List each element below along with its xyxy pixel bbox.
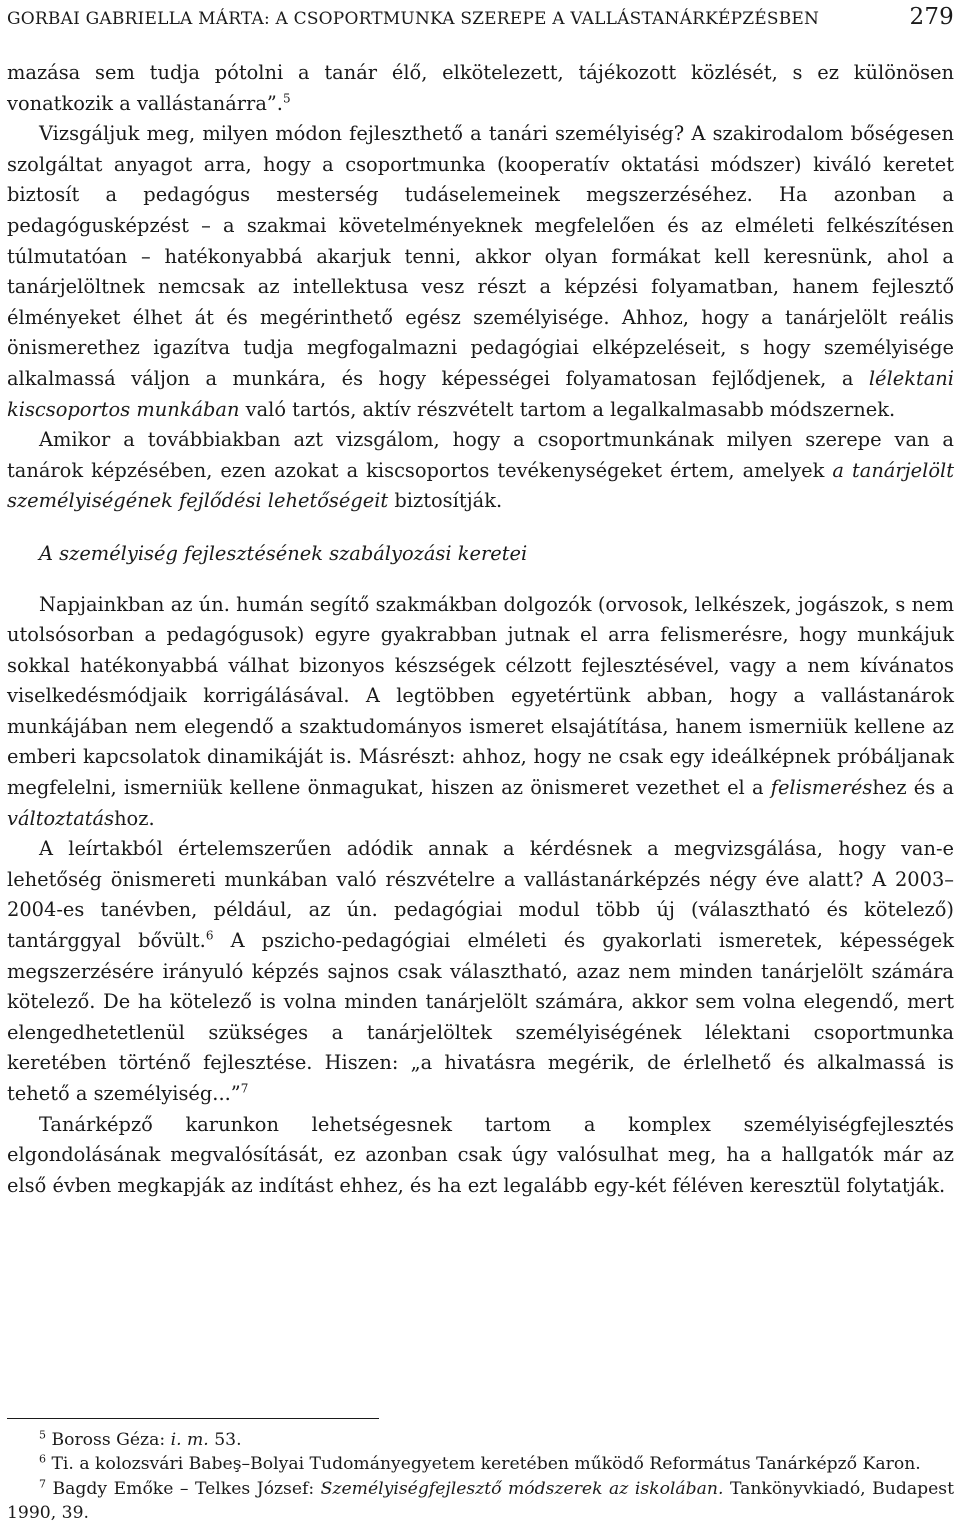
footnote-ref-5: 5 xyxy=(282,91,291,106)
footnotes xyxy=(7,1428,954,1526)
paragraph-text: biztosítják. xyxy=(388,489,503,513)
emphasis: felismerés xyxy=(770,776,873,800)
page-number: 279 xyxy=(909,4,954,30)
paragraph-text: hoz. xyxy=(114,806,155,830)
footnote-ref-7: 7 xyxy=(240,1081,249,1096)
running-header xyxy=(7,4,954,30)
footnote-number: 7 xyxy=(39,1477,46,1491)
emphasis: a tanárjelölt személyiségének fejlődési lehetőségeit xyxy=(7,458,954,513)
footnote-text: Bagdy Emőke – Telkes József: xyxy=(46,1478,321,1499)
paragraph-text: A leírtakból értelemszerűen adódik annak a kérdésnek a megvizsgálása, hogy van-e lehetőség önismereti munkában való részvételre a vallástanárképzés négy éve alatt? A 2003–2004-es tanévben, például, az ún. pedagógiai modul több új (választható és kötelező) tantárggyal bővült. xyxy=(7,837,954,953)
paragraph-continuation xyxy=(7,58,954,119)
emphasis: változtatás xyxy=(7,806,115,830)
footnote-divider xyxy=(7,1418,379,1419)
paragraph xyxy=(7,425,954,517)
emphasis: lélektani kiscsoportos munkában xyxy=(7,366,954,421)
footnote-ref-6: 6 xyxy=(205,928,214,943)
paragraph-text: mazása sem tudja pótolni a tanár élő, elkötelezett, tájékozott közlését, s ez különösen vonatkozik a vallástanárra”. xyxy=(7,61,954,115)
paragraph xyxy=(7,119,954,425)
paragraph-text: való tartós, aktív részvételt tartom a legalkalmasabb módszernek. xyxy=(239,397,896,421)
footnote-number: 5 xyxy=(39,1428,46,1442)
paragraph xyxy=(7,590,954,835)
section-heading: A személyiség fejlesztésének szabályozási keretei xyxy=(39,541,528,565)
paragraph-text: Amikor a továbbiakban azt vizsgálom, hogy a csoportmunkának milyen szerepe van a tanárok képzésében, ezen azokat a kiscsoportos tevékenységeket értem, amelyek xyxy=(7,428,954,482)
paragraph: Tanárképző karunkon lehetségesnek tartom a komplex személyiségfejlesztés elgondolásának megvalósítását, ez azonban csak úgy valósulhat meg, ha a hallgatók már az első évben megkapják az indítást ehhez, és ha ezt legalább egy-két féléven keresztül folytatják. xyxy=(7,1112,954,1197)
footnote-text: Tankönyvkiadó, Budapest 1990, 39. xyxy=(7,1478,954,1524)
footnote-number: 6 xyxy=(39,1452,46,1466)
footnote xyxy=(7,1477,954,1526)
emphasis: Személyiségfejlesztő módszerek az iskolában. xyxy=(320,1478,724,1499)
paragraph-text: A pszicho-pedagógiai elméleti és gyakorlati ismeretek, képességek megszerzésére irányuló képzés sajnos csak választható, azaz nem minden tanárjelölt számára kötelező. De ha kötelező is volna minden tanárjelölt számára, akkor sem volna elegendő, mert elengedhetetlenül szükséges a tanárjelöltek személyiségének lélektani csoportmunka keretében történő fejlesztése. Hiszen: „a hivatásra megérik, de érlelhető és alkalmassá is tehető a személyiség...” xyxy=(7,929,954,1105)
paragraph-text: Vizsgáljuk meg, milyen módon fejleszthető a tanári személyiség? A szakirodalom bőségesen szolgáltat anyagot arra, hogy a csoportmunka (kooperatív oktatási módszer) kiváló keretet biztosít a pedagógus mesterség tudáselemeinek megszerzéséhez. Ha azonban a pedagógusképzést – a szakmai követelményeknek megfelelően és az elméleti felkészítésen túlmutatóan – hatékonyabbá akarjuk tenni, akkor olyan formákat kell keresnünk, ahol a tanárjelöltnek nemcsak az intellektusa vesz részt a képzési folyamatban, hanem fejlesztő élményeket élhet át és megérinthető egész személyisége. Ahhoz, hogy a tanárjelölt reális önismerethez igazítva tudja megfogalmazni pedagógiai elképzeléseit, s hogy személyisége alkalmassá váljon a munkára, és hogy képességei folyamatosan fejlődjenek, a xyxy=(7,122,954,390)
footnote-text: 53. xyxy=(208,1430,242,1450)
footnote-text: Boross Géza: xyxy=(46,1430,171,1450)
paragraph-text: Napjainkban az ún. humán segítő szakmákban dolgozók (orvosok, lelkészek, jogászok, s nem utolsósorban a pedagógusok) egyre gyakrabban jutnak el arra felismerésre, hogy munkájuk sokkal hatékonyabbá válhat bizonyos készségek célzott fejlesztésével, vagy a nem kívánatos viselkedésmódjaik korrigálásával. A legtöbben egyetértünk abban, hogy a vallástanárok munkájában nem elegendő a szaktudományos ismeret elsajátítása, hanem ismerniük kellene az emberi kapcsolatok dinamikáját is. Másrészt: ahhoz, hogy ne csak egy ideálképnek próbáljanak megfelelni, ismerniük kellene önmagukat, hiszen az önismeret vezethet el a xyxy=(7,592,954,800)
emphasis: i. m. xyxy=(170,1430,209,1450)
paragraph xyxy=(7,834,954,1109)
body-text xyxy=(7,58,954,1201)
paragraph-text: hez és a xyxy=(872,776,954,800)
footnote xyxy=(7,1428,954,1452)
running-title: GORBAI GABRIELLA MÁRTA: A CSOPORTMUNKA SZEREPE A VALLÁSTANÁRKÉPZÉSBEN xyxy=(7,9,820,29)
footnote xyxy=(7,1452,954,1476)
footnote-text: Ti. a kolozsvári Babeş–Bolyai Tudományegyetem keretében működő Református Tanárképző Karon. xyxy=(46,1454,921,1475)
